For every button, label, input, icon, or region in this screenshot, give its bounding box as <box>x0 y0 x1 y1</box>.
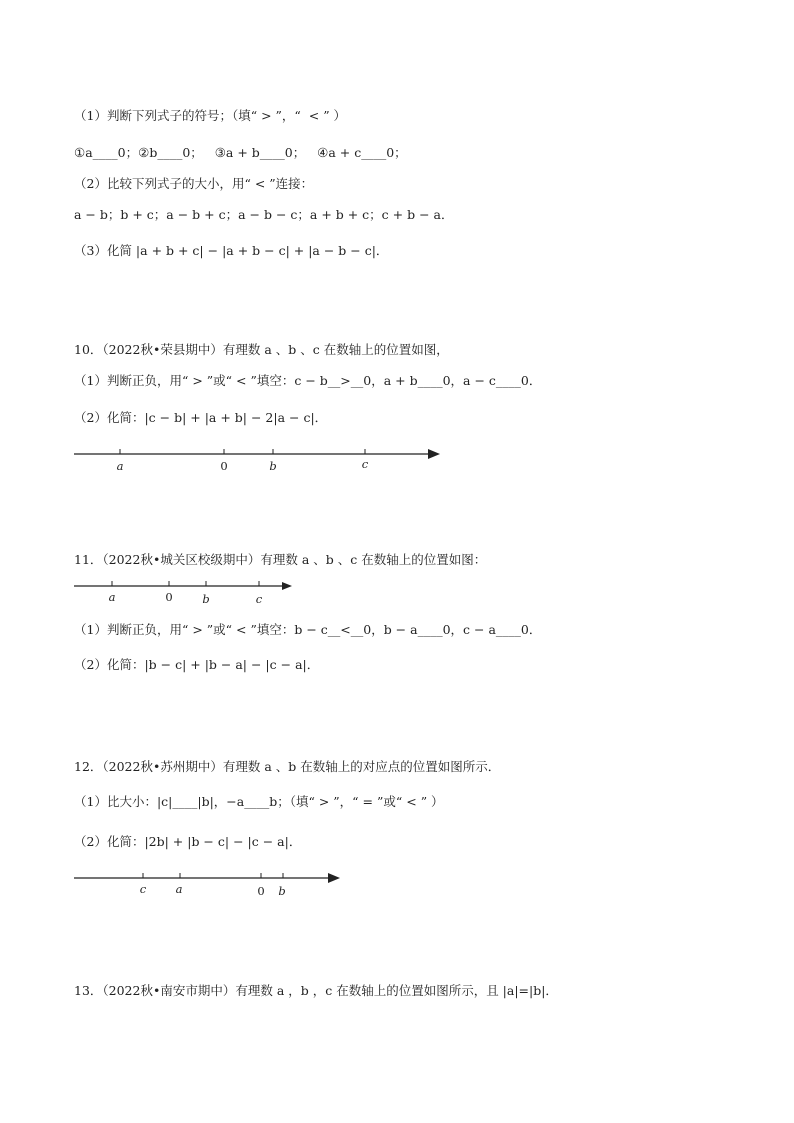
q12-axis-label-c: c <box>139 882 147 896</box>
q11-number-line <box>74 581 292 606</box>
q10-stem: 10．（2022秋•荣县期中）有理数 a 、b 、c 在数轴上的位置如图， <box>74 342 449 357</box>
q12-axis-label-a: a <box>175 882 183 896</box>
q13-stem: 13．（2022秋•南安市期中）有理数 a ，b ，c 在数轴上的位置如图所示，且 |a|=|b|． <box>74 983 558 998</box>
q10-part2: （2）化简：|c − b| + |a + b| − 2|a − c|． <box>74 410 328 425</box>
q11-axis-label-0: 0 <box>165 590 173 604</box>
q11-axis-label-c: c <box>255 592 263 606</box>
q9-part1-items: ①a____0；②b____0； ③a + b____0； ④a + c____0； <box>74 145 407 160</box>
q10-part1: （1）判断正负，用“ > ”或“ < ”填空：c − b__>__0，a + b____0，a − c____0． <box>74 373 542 388</box>
q12-part2: （2）化简：|2b| + |b − c| − |c − a|． <box>74 834 302 849</box>
q10-axis-label-c: c <box>361 457 369 471</box>
q12-part1: （1）比大小：|c|____|b|，−a____b；（填“ > ”，“ = ”或“ < ” ） <box>74 794 444 809</box>
q11-axis-label-a: a <box>108 590 116 604</box>
q9-part3: （3）化简 |a + b + c| − |a + b − c| + |a − b − c|． <box>74 243 389 258</box>
q11-axis-label-b: b <box>202 592 210 606</box>
q9-part2-title: （2）比较下列式子的大小，用“ < ”连接： <box>74 176 314 191</box>
q10-axis-label-0: 0 <box>220 459 228 473</box>
q9-part2-items: a − b；b + c；a − b + c；a − b − c；a + b + c；c + b − a． <box>74 207 454 222</box>
q11-stem: 11．（2022秋•城关区校级期中）有理数 a 、b 、c 在数轴上的位置如图： <box>74 552 487 567</box>
q11-part2: （2）化简：|b − c| + |b − a| − |c − a|． <box>74 657 320 672</box>
q12-number-line <box>74 873 340 898</box>
q11-part1: （1）判断正负，用“ > ”或“ < ”填空：b − c__<__0，b − a____0，c − a____0． <box>74 622 542 637</box>
q12-stem: 12．（2022秋•苏州期中）有理数 a 、b 在数轴上的对应点的位置如图所示． <box>74 759 501 774</box>
q12-axis-label-0: 0 <box>257 884 265 898</box>
q10-axis-label-b: b <box>269 459 277 473</box>
q9-part1-title: （1）判断下列式子的符号；（填“ > ”，“ < ” ） <box>74 108 347 123</box>
q10-number-line <box>74 449 440 473</box>
q12-axis-label-b: b <box>278 884 286 898</box>
q10-axis-label-a: a <box>116 459 124 473</box>
